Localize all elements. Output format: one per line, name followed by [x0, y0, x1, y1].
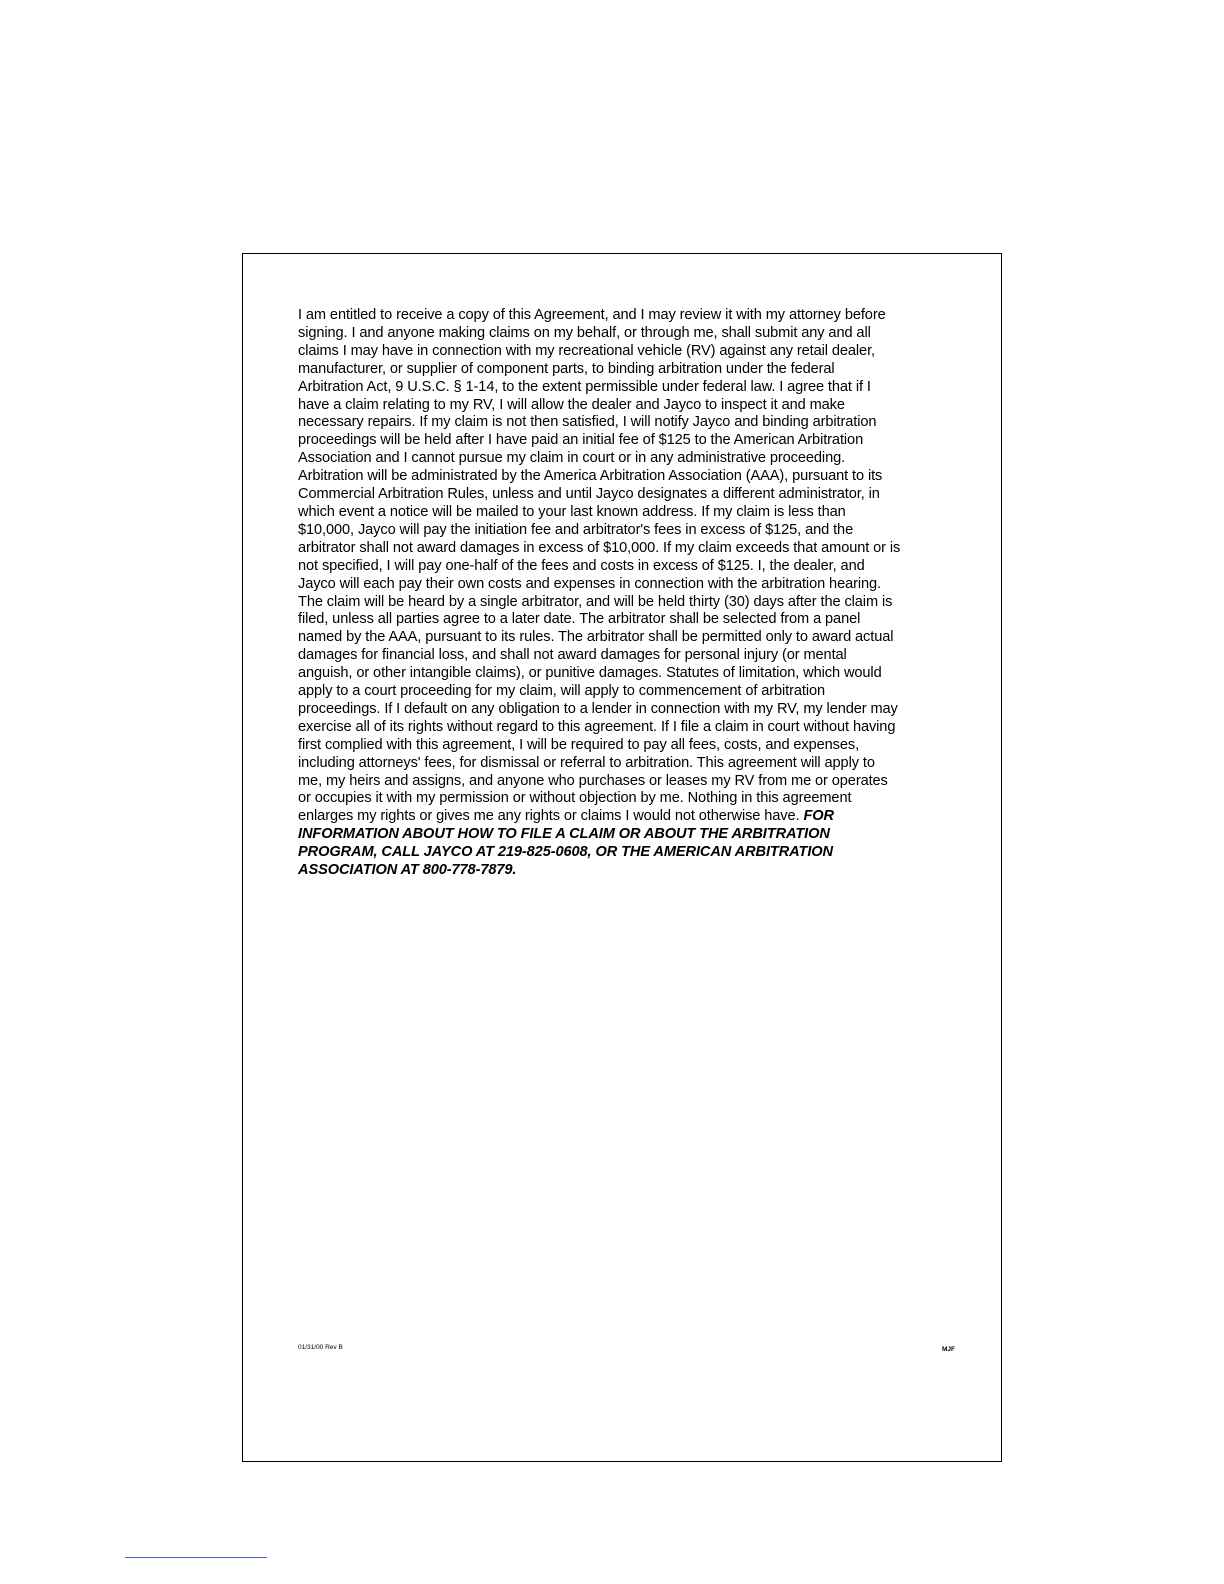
text-line: or occupies it with my permission or without objection by me. Nothing in this agreement — [298, 790, 852, 807]
text-line: claims I may have in connection with my recreational vehicle (RV) against any retail dealer, — [298, 342, 875, 359]
agreement-paragraph — [298, 307, 968, 880]
text-line: proceedings will be held after I have paid an initial fee of $125 to the American Arbitration — [298, 432, 864, 449]
text-line: enlarges my rights or gives me any rights or claims I would not otherwise have. — [298, 808, 800, 825]
contact-emphasis-lead: FOR — [803, 808, 834, 825]
text-line: named by the AAA, pursuant to its rules. The arbitrator shall be permitted only to award actual — [298, 629, 894, 646]
text-line: Arbitration Act, 9 U.S.C. § 1-14, to the extent permissible under federal law. I agree that if I — [298, 378, 871, 395]
text-line: I am entitled to receive a copy of this Agreement, and I may review it with my attorney before — [298, 307, 886, 323]
text-line: not specified, I will pay one-half of the fees and costs in excess of $125. I, the dealer, and — [298, 557, 865, 574]
text-line: apply to a court proceeding for my claim, will apply to commencement of arbitration — [298, 683, 826, 700]
text-line-with-emphasis — [298, 808, 968, 826]
text-line: $10,000, Jayco will pay the initiation fee and arbitrator's fees in excess of $125, and the — [298, 521, 854, 538]
initials-footer: MJF — [942, 1346, 955, 1353]
text-line: necessary repairs. If my claim is not then satisfied, I will notify Jayco and binding arbitration — [298, 414, 877, 431]
footnote-separator-line — [125, 1557, 267, 1558]
text-line: Arbitration will be administrated by the America Arbitration Association (AAA), pursuant to its — [298, 468, 883, 485]
text-line: first complied with this agreement, I will be required to pay all fees, costs, and expenses, — [298, 736, 860, 753]
text-line: arbitrator shall not award damages in excess of $10,000. If my claim exceeds that amount or is — [298, 539, 901, 556]
agreement-text — [298, 307, 968, 880]
text-line: anguish, or other intangible claims), or punitive damages. Statutes of limitation, which would — [298, 665, 882, 682]
text-line: The claim will be heard by a single arbitrator, and will be held thirty (30) days after the claim is — [298, 593, 893, 610]
text-line: Commercial Arbitration Rules, unless and until Jayco designates a different administrator, in — [298, 486, 880, 503]
text-line: filed, unless all parties agree to a later date. The arbitrator shall be selected from a panel — [298, 611, 861, 628]
text-line: Jayco will each pay their own costs and expenses in connection with the arbitration hearing. — [298, 575, 881, 592]
revision-footer: 01/31/00 Rev B — [298, 1344, 343, 1351]
text-line: which event a notice will be mailed to your last known address. If my claim is less than — [298, 503, 846, 520]
text-line: Association and I cannot pursue my claim in court or in any administrative proceeding. — [298, 450, 846, 467]
text-line: manufacturer, or supplier of component parts, to binding arbitration under the federal — [298, 360, 835, 377]
contact-emphasis-line: PROGRAM, CALL JAYCO AT 219-825-0608, OR THE AMERICAN ARBITRATION — [298, 844, 833, 861]
text-line: exercise all of its rights without regard to this agreement. If I file a claim in court without having — [298, 718, 896, 735]
text-line: me, my heirs and assigns, and anyone who purchases or leases my RV from me or operates — [298, 772, 888, 789]
contact-emphasis-line: INFORMATION ABOUT HOW TO FILE A CLAIM OR ABOUT THE ARBITRATION — [298, 826, 830, 843]
text-line: including attorneys' fees, for dismissal or referral to arbitration. This agreement will apply to — [298, 754, 875, 771]
text-line: proceedings. If I default on any obligation to a lender in connection with my RV, my lender may — [298, 700, 898, 717]
text-line: damages for financial loss, and shall not award damages for personal injury (or mental — [298, 647, 847, 664]
text-line: signing. I and anyone making claims on my behalf, or through me, shall submit any and all — [298, 324, 871, 341]
text-line: have a claim relating to my RV, I will allow the dealer and Jayco to inspect it and make — [298, 396, 845, 413]
contact-emphasis-line: ASSOCIATION AT 800-778-7879. — [298, 862, 517, 879]
